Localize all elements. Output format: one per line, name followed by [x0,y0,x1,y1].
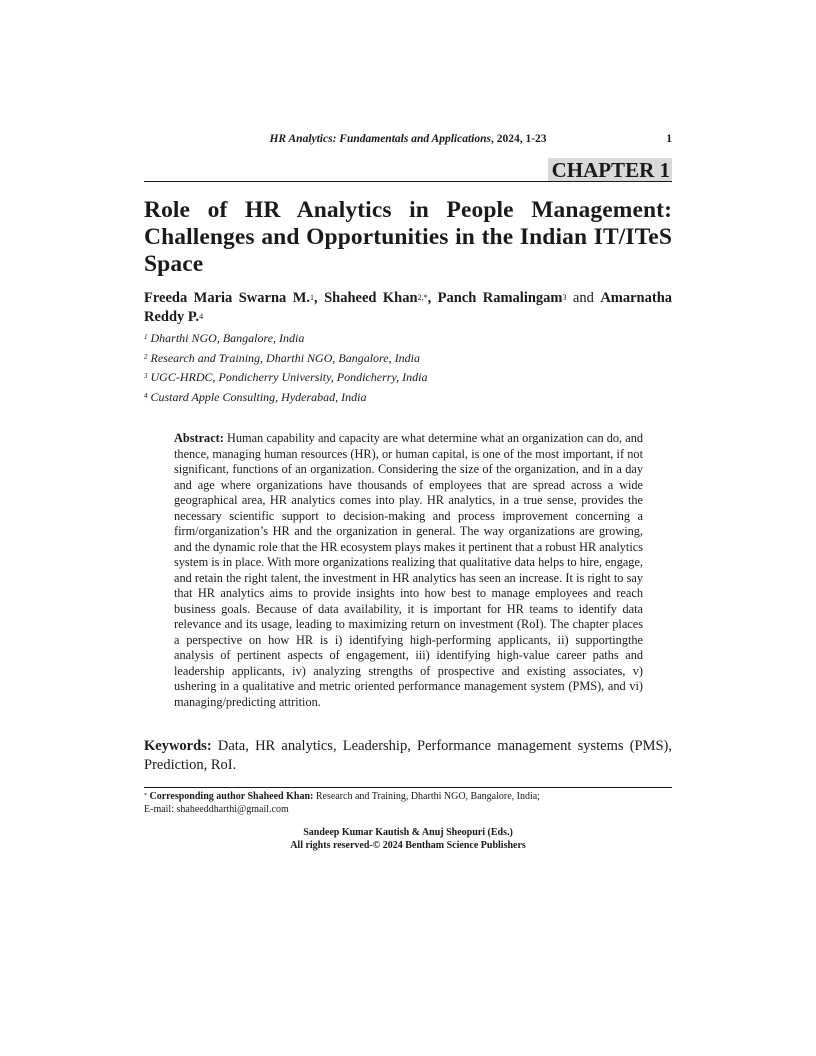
affiliation-text: Dharthi NGO, Bangalore, India [150,331,305,345]
affiliation-text: Research and Training, Dharthi NGO, Bangalore, India [150,350,420,365]
footer-editors: Sandeep Kumar Kautish & Anuj Sheopuri (Eds.) [303,827,513,838]
affiliation-text: UGC-HRDC, Pondicherry University, Pondicherry, India [150,370,428,384]
author-conjunction: and [566,290,601,306]
author-affil-marker: 2,* [417,293,428,302]
author-separator: , [314,290,325,306]
affiliation-marker: 2 [144,352,148,361]
author-affil-marker: 1 [310,293,315,302]
abstract [174,431,643,710]
author-affil-marker: 4 [199,312,204,321]
footnote-line [144,791,672,804]
footnote-marker: * [144,793,147,799]
footer-rights: All rights reserved-© 2024 Bentham Science Publishers [290,840,526,851]
footnote-label: Corresponding author Shaheed Khan: [147,791,314,802]
chapter-label: CHAPTER 1 [548,158,672,182]
publisher-footer [144,826,672,852]
author-separator: , [427,290,438,306]
affiliation [144,368,672,388]
author-affil-marker: 3 [562,293,567,302]
abstract-label: Abstract: [174,431,224,445]
affiliation-marker: 3 [144,372,148,380]
keywords [144,737,672,775]
footnote [144,791,672,816]
author-name: Freeda Maria Swarna M. [144,290,311,306]
keywords-text: Data, HR analytics, Leadership, Performance management systems (PMS), Prediction, RoI. [144,738,672,773]
affiliation [144,329,672,349]
keywords-label: Keywords: [144,738,212,754]
author-name: Panch Ramalingam [437,290,563,306]
affiliation-list [144,329,672,407]
author-list [144,289,672,327]
journal-info: , 2024, 1-23 [490,133,547,145]
author-name: Shaheed Khan [324,290,418,306]
affiliation-text: Custard Apple Consulting, Hyderabad, India [150,389,367,404]
chapter-rule [144,181,672,182]
footnote-rule [144,787,672,788]
abstract-text: Human capability and capacity are what determine what an organization can do, and thence, managing human resources (HR), or human capital, is one of the most important, if not significant, functions of an organization. Considering the size of the organization, and in a day and age where organizations have thousands of employees that are spread across a wide geographical area, HR analytics comes into play. HR analytics, in a true sense, provides the necessary scientific support to decision-making and process improvement concerning a firm/organization’s HR and the organization in general. The way organizations are growing, and the dynamic role that the HR ecosystem plays makes it pertinent that a robust HR analytics system is in place. With more organizations realizing that qualitative data helps to hire, engage, and retain the right talent, the investment in HR analytics has seen an increase. It is right to say that HR analytics aims to provide insights into how best to manage employees and reach business goals. Because of data availability, it is important for HR teams to identify data relevance and its usage, leading to maximizing return on investment (RoI). The chapter places a perspective on how HR is i) identifying high-performing applicants, ii) supportingthe analysis of pertinent aspects of engagement, iii) identifying high-value career paths and leadership applicants, iv) analyzing strengths of prospective and existing associates, v) ushering in a qualitative and metric oriented performance management system (PMS), and vi) managing/predicting attrition. [174,431,643,709]
affiliation [144,349,672,369]
journal-title: HR Analytics: Fundamentals and Applications [269,133,491,145]
affiliation-marker: 4 [144,391,148,400]
affiliation-marker: 1 [144,333,148,341]
footnote-text: Research and Training, Dharthi NGO, Bangalore, India; [313,791,540,802]
chapter-title: Role of HR Analytics in People Management: Challenges and Opportunities in the Indian IT/ITeS Space [144,197,672,277]
page-number: 1 [666,133,672,145]
running-head [144,133,672,145]
author-name: Amarnatha Reddy P. [144,290,673,325]
footnote-email: E-mail: shaheeddharthi@gmail.com [144,803,289,815]
page-header [144,133,672,149]
affiliation [144,388,672,408]
